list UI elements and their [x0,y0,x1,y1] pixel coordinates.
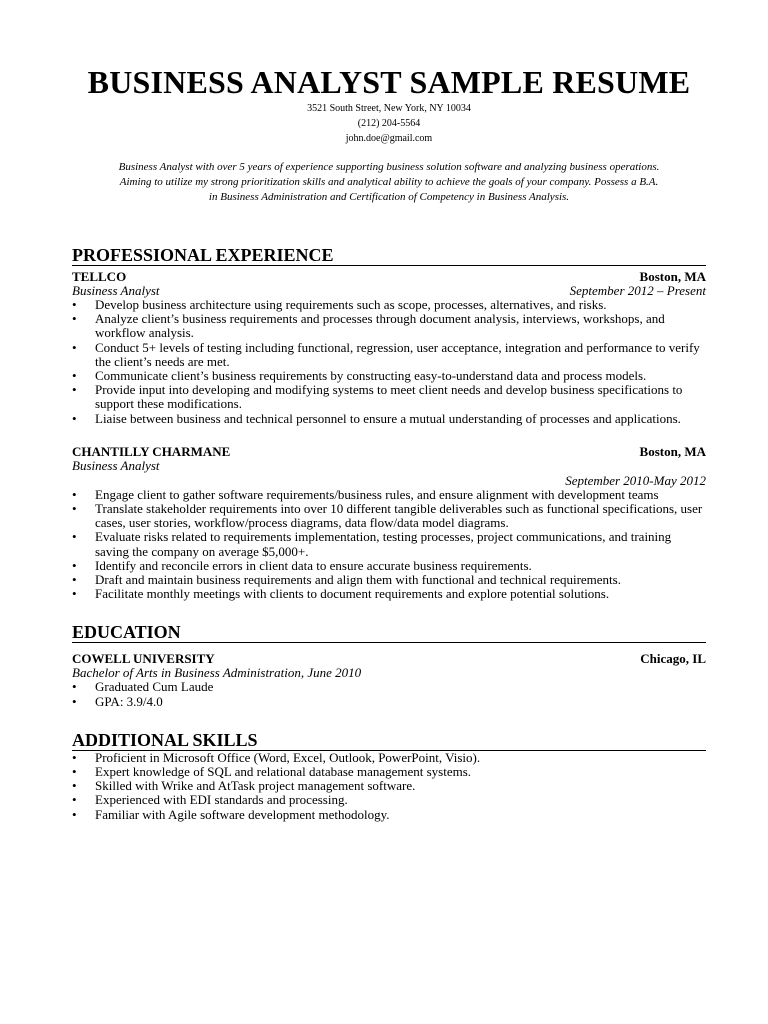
bullet-item [72,530,706,558]
bullet-text: Familiar with Agile software development methodology. [95,806,390,822]
bullet-text: Evaluate risks related to requirements implementation, testing processes, project communications, and training saving the company on average $5,000+. [95,529,672,559]
bullet-item [72,680,706,694]
bullet-item [72,341,706,369]
summary-line: in Business Administration and Certification of Competency in Business Analysis. [208,191,570,203]
bullet-text: Develop business architecture using requirements such as scope, processes, alternatives, and risks. [95,297,607,312]
bullet-item [72,488,706,502]
school-location: Chicago, IL [640,651,706,667]
job-company: CHANTILLY CHARMANE [72,443,231,459]
contact-address: 3521 South Street, New York, NY 10034 [307,103,471,114]
job-bullets [72,298,706,426]
bullet-text: Proficient in Microsoft Office (Word, Excel, Outlook, PowerPoint, Visio). [95,749,481,765]
job-dates: September 2012 – Present [569,283,706,298]
summary-line: Business Analyst with over 5 years of experience supporting business solution software and analyzing business operations. [118,161,660,173]
bullet-item [72,298,706,312]
bullet-item [72,695,706,709]
bullet-icon: • [72,311,77,327]
bullet-item [72,793,706,807]
contact-block [72,101,706,146]
job-bullets [72,488,706,602]
bullet-item [72,559,706,573]
bullet-text: Draft and maintain business requirements and align them with functional and technical requirements. [95,572,621,588]
bullet-text: Analyze client’s business requirements and processes through document analysis, interviews, workshops, and workflow analysis. [95,311,665,341]
job-location: Boston, MA [639,269,706,284]
contact-email: john.doe@gmail.com [345,133,433,144]
bullet-icon: • [72,792,77,808]
bullet-icon: • [72,778,77,794]
section-heading-skills: ADDITIONAL SKILLS [72,731,706,751]
resume-title: BUSINESS ANALYST SAMPLE RESUME [87,64,691,100]
bullet-icon: • [72,382,77,398]
bullet-icon: • [72,749,77,765]
bullet-icon: • [72,501,77,517]
job-entry [72,266,706,426]
bullet-text: Identify and reconcile errors in client data to ensure accurate business requirements. [95,557,532,573]
bullet-item [72,573,706,587]
bullet-icon: • [72,764,77,780]
bullet-text: Facilitate monthly meetings with clients to document requirements and explore potential solutions. [95,586,610,602]
bullet-icon: • [72,529,77,545]
job-role: Business Analyst [72,457,160,473]
summary [72,160,706,205]
bullet-icon: • [72,410,77,426]
job-role: Business Analyst [72,283,160,298]
bullet-text: GPA: 3.9/4.0 [95,693,163,709]
bullet-item [72,383,706,411]
bullet-text: Conduct 5+ levels of testing including functional, regression, user acceptance, integration and performance to verify the client’s needs are met. [95,339,700,369]
school-name: COWELL UNIVERSITY [72,651,215,667]
bullet-item [72,751,706,765]
contact-phone: (212) 204-5564 [357,118,421,129]
bullet-item [72,312,706,340]
section-heading-experience: PROFESSIONAL EXPERIENCE [72,246,706,266]
bullet-item [72,779,706,793]
education-bullets [72,680,706,708]
bullet-icon: • [72,339,77,355]
bullet-text: Expert knowledge of SQL and relational database management systems. [95,764,472,780]
bullet-item [72,369,706,383]
bullet-text: Graduated Cum Laude [95,679,214,695]
bullet-text: Translate stakeholder requirements into over 10 different tangible deliverables such as functional specifications, user cases, user stories, workflow/process diagrams, data flow/data model diagrams. [95,501,703,531]
summary-line: Aiming to utilize my strong prioritization skills and analytical ability to achieve the goals of your company. Possess a B.A. [119,176,659,188]
bullet-icon: • [72,679,77,695]
bullet-item [72,765,706,779]
job-entry [72,441,706,602]
job-dates: September 2010-May 2012 [565,472,706,488]
bullet-icon: • [72,806,77,822]
bullet-item [72,808,706,822]
skills-bullets [72,751,706,822]
bullet-icon: • [72,486,77,502]
bullet-item [72,502,706,530]
bullet-icon: • [72,572,77,588]
education-entry [72,651,706,708]
bullet-icon: • [72,557,77,573]
bullet-icon: • [72,693,77,709]
job-location: Boston, MA [639,443,706,459]
bullet-text: Skilled with Wrike and AtTask project management software. [95,778,416,794]
bullet-text: Provide input into developing and modifying systems to meet client needs and develop business specifications to support these modifications. [95,382,683,412]
bullet-icon: • [72,297,77,312]
bullet-text: Engage client to gather software requirements/business rules, and ensure alignment with development teams [95,486,659,502]
bullet-text: Experienced with EDI standards and processing. [95,792,348,808]
section-heading-education: EDUCATION [72,623,706,643]
bullet-text: Communicate client’s business requirements by constructing easy-to-understand data and process models. [95,368,647,384]
resume-page [72,0,706,822]
bullet-item [72,412,706,426]
bullet-icon: • [72,586,77,602]
degree: Bachelor of Arts in Business Administration, June 2010 [72,665,362,681]
bullet-item [72,587,706,601]
job-company: TELLCO [72,269,127,284]
bullet-text: Liaise between business and technical personnel to ensure a mutual understanding of processes and applications. [95,410,681,426]
bullet-icon: • [72,368,77,384]
